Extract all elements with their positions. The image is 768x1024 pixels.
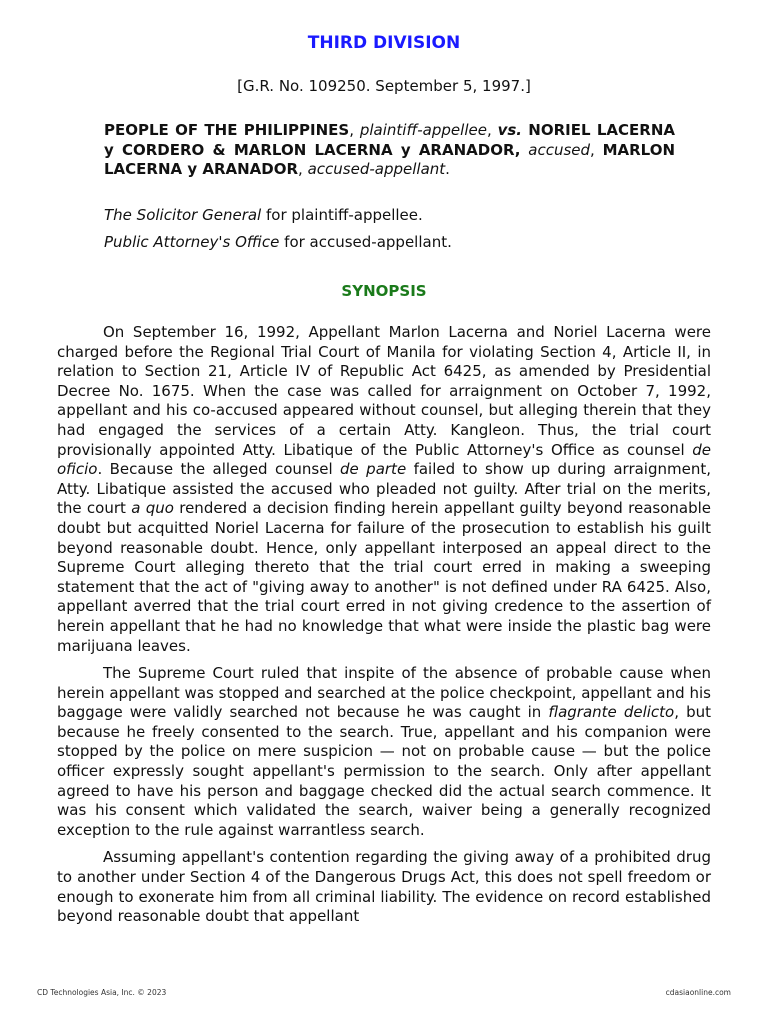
footer-site: cdasiaonline.com [665,988,731,997]
accused-role: accused [528,140,591,159]
division-heading: THIRD DIVISION [307,33,461,53]
counsel-role: for accused-appellant. [279,233,452,251]
case-caption [104,121,675,180]
synopsis-paragraph-3 [57,848,711,926]
caption-separator: , [486,121,498,139]
counsel-name: Public Attorney's Office [104,233,280,251]
paragraph-text: rendered a decision finding herein appellant guilty beyond reasonable doubt but acquitted Noriel Lacerna for failure of the prosecution to establish his guilt beyond reasonable doubt. Hence, only appellant interposed an appeal direct to the Supreme Court alleging thereto that the trial court erred in making a sweeping statement that the act of "giving away to another" is not defined under RA 6425. Also, appellant averred that the trial court erred in not giving credence to the assertion of herein appellant that he had no knowledge that what were inside the plastic bag were marijuana leaves. [57,499,711,655]
latin-term: de oficio [57,440,711,479]
paragraph-text: , but because he freely consented to the search. True, appellant and his companion were stopped by the police on mere suspicion — not on probable cause — but the police officer expressly sought appellant's permission to the search. Only after appellant agreed to have his person and baggage checked did the actual search commence. It was his consent which validated the search, waiver being a generally recognized exception to the rule against warrantless search. [57,703,711,839]
latin-term: flagrante delicto [548,703,675,722]
synopsis-paragraph-1 [57,323,711,656]
paragraph-text: failed to show up during arraignment, Atty. Libatique assisted the accused who pleaded not guilty. After trial on the merits, the court [57,460,711,518]
accused-names: NORIEL LACERNA y CORDERO & MARLON LACERNA y ARANADOR, [104,121,675,159]
plaintiff-name: PEOPLE OF THE PHILIPPINES [104,121,350,139]
counsel-line-plaintiff [104,206,704,224]
case-number: [G.R. No. 109250. September 5, 1997.] [237,77,531,95]
paragraph-text: . Because the alleged counsel [97,460,341,479]
synopsis-paragraph-2 [57,664,711,840]
versus: vs. [497,121,522,139]
synopsis-body [57,323,711,935]
counsel-line-appellant [104,233,704,251]
paragraph-text: On September 16, 1992, Appellant Marlon Lacerna and Noriel Lacerna were charged before the Regional Trial Court of Manila for violating Section 4, Article II, in relation to Section 21, Article IV of Republic Act 6425, as amended by Presidential Decree No. 1675. When the case was called for arraignment on October 7, 1992, appellant and his co-accused appeared without counsel, but alleging therein that they had engaged the services of a certain Atty. Kangleon. Thus, the trial court provisionally appointed Atty. Libatique of the Public Attorney's Office as counsel [57,323,711,459]
plaintiff-role: plaintiff-appellee [359,121,487,139]
latin-term: de parte [340,460,407,479]
caption-separator: , [298,160,308,178]
synopsis-heading: SYNOPSIS [341,282,427,300]
appellant-name: MARLON LACERNA y ARANADOR [104,140,675,178]
appellant-role: accused-appellant [307,160,446,178]
paragraph-text: Assuming appellant's contention regarding the giving away of a prohibited drug to another under Section 4 of the Dangerous Drugs Act, this does not spell freedom or enough to exonerate him from all criminal liability. The evidence on record established beyond reasonable doubt that appellant [57,848,711,926]
caption-period: . [445,160,450,178]
caption-separator: , [590,140,603,159]
paragraph-text: The Supreme Court ruled that inspite of the absence of probable cause when herein appellant was stopped and searched at the police checkpoint, appellant and his baggage were validly searched not because he was caught in [57,664,711,722]
latin-term: a quo [131,499,174,518]
counsel-role: for plaintiff-appellee. [261,206,423,224]
caption-separator: , [349,121,360,139]
counsel-name: The Solicitor General [104,206,262,224]
footer-copyright: CD Technologies Asia, Inc. © 2023 [37,988,167,997]
